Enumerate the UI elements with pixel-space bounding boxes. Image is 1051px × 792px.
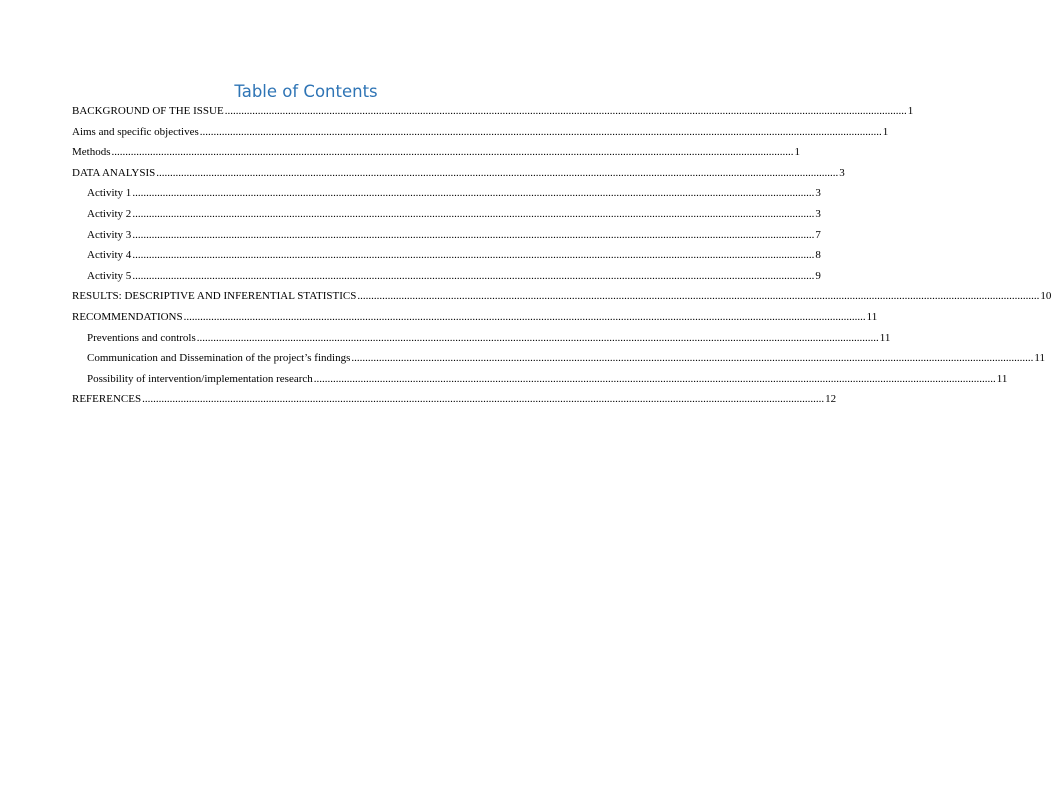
dot-leader: ........................................................................................................................................................................................................................................................ xyxy=(111,146,794,159)
toc-entry-intervention[interactable] xyxy=(87,369,1008,390)
toc-entry-references[interactable] xyxy=(72,389,837,410)
toc-entry-activity-1[interactable] xyxy=(87,183,821,204)
dot-leader: ........................................................................................................................................................................................................................................................ xyxy=(224,105,907,117)
toc-entry-label: Communication and Dissemination of the project’s findings xyxy=(87,352,351,365)
dot-leader: ........................................................................................................................................................................................................................................................ xyxy=(142,393,825,406)
toc-entry-page: 11 xyxy=(996,372,1008,385)
dot-leader: ........................................................................................................................................................................................................................................................ xyxy=(132,187,815,200)
dot-leader: ........................................................................................................................................................................................................................................................ xyxy=(132,207,815,220)
dot-leader: ........................................................................................................................................................................................................................................................ xyxy=(183,310,866,323)
toc-entry-label: DATA ANALYSIS xyxy=(72,166,156,179)
toc-entry-page: 11 xyxy=(1034,352,1045,365)
toc-entry-results[interactable] xyxy=(72,286,1051,307)
toc-entry-data-analysis[interactable] xyxy=(72,163,845,184)
toc-entry-recommendations[interactable] xyxy=(72,307,878,328)
toc-entry-activity-4[interactable] xyxy=(87,245,821,266)
toc-entry-page: 12 xyxy=(825,393,837,406)
dot-leader: ........................................................................................................................................................................................................................................................ xyxy=(132,228,815,241)
toc-entry-label: Possibility of intervention/implementation research xyxy=(87,372,313,385)
toc-entry-page: 11 xyxy=(866,310,878,323)
toc-entry-page: 3 xyxy=(839,166,845,179)
toc-entry-label: RECOMMENDATIONS xyxy=(72,310,183,323)
toc-entry-page: 1 xyxy=(907,105,914,117)
toc-entry-preventions[interactable] xyxy=(87,328,891,349)
toc-entry-activity-3[interactable] xyxy=(87,225,821,246)
toc-entry-page: 1 xyxy=(794,146,800,159)
dot-leader: ........................................................................................................................................................................................................................................................ xyxy=(357,290,1040,303)
toc-entry-page: 11 xyxy=(879,331,891,344)
toc-entry-label: Activity 1 xyxy=(87,187,132,200)
toc-entry-label: Activity 4 xyxy=(87,249,132,262)
toc-entry-label: Activity 3 xyxy=(87,228,132,241)
toc-entry-page: 1 xyxy=(882,125,889,138)
toc-entry-label: RESULTS: DESCRIPTIVE AND INFERENTIAL STATISTICS xyxy=(72,290,357,303)
toc-entry-label: REFERENCES xyxy=(72,393,142,406)
toc-entry-page: 10 xyxy=(1040,290,1051,303)
toc-entry-label: Activity 5 xyxy=(87,269,132,282)
toc-entry-label: Methods xyxy=(72,146,111,159)
toc-entry-page: 7 xyxy=(815,228,821,241)
toc-entry-page: 3 xyxy=(815,187,821,200)
toc-entry-page: 3 xyxy=(815,207,821,220)
toc-entry-aims[interactable] xyxy=(72,122,889,143)
toc-entry-activity-2[interactable] xyxy=(87,204,821,225)
toc-entry-label: Preventions and controls xyxy=(87,331,196,344)
toc-entry-background[interactable] xyxy=(72,101,914,122)
dot-leader: ........................................................................................................................................................................................................................................................ xyxy=(199,125,882,138)
toc-entry-communication[interactable] xyxy=(87,348,1045,369)
toc-entry-label: BACKGROUND OF THE ISSUE xyxy=(72,105,224,117)
table-of-contents xyxy=(72,101,1051,410)
dot-leader: ........................................................................................................................................................................................................................................................ xyxy=(196,331,879,344)
toc-entry-label: Activity 2 xyxy=(87,207,132,220)
dot-leader: ........................................................................................................................................................................................................................................................ xyxy=(313,372,996,385)
dot-leader: ........................................................................................................................................................................................................................................................ xyxy=(132,269,815,282)
toc-entry-page: 8 xyxy=(815,249,821,262)
dot-leader: ........................................................................................................................................................................................................................................................ xyxy=(156,166,839,179)
toc-entry-page: 9 xyxy=(815,269,821,282)
dot-leader: ........................................................................................................................................................................................................................................................ xyxy=(351,352,1034,365)
toc-title: Table of Contents xyxy=(234,82,378,101)
toc-entry-activity-5[interactable] xyxy=(87,266,821,287)
toc-entry-methods[interactable] xyxy=(72,142,800,163)
toc-entry-label: Aims and specific objectives xyxy=(72,125,199,138)
dot-leader: ........................................................................................................................................................................................................................................................ xyxy=(132,249,815,262)
